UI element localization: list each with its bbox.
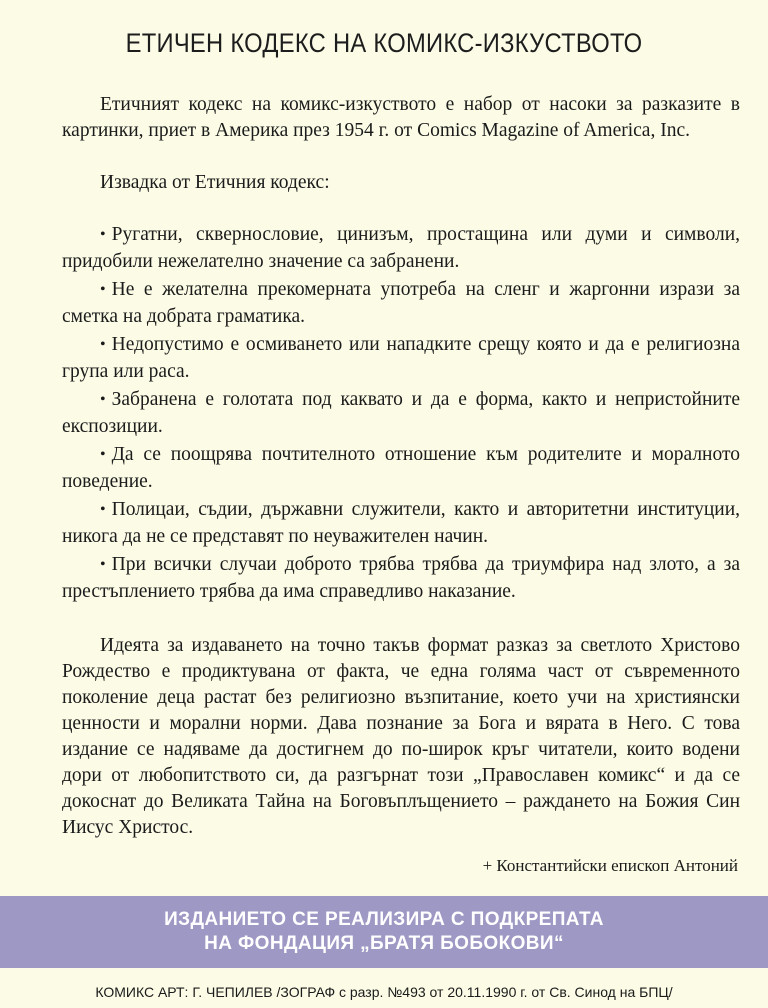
- rule-text: Полицаи, съдии, държавни служители, както и авторитетни институции, никога да не се представят по неуважителен начин.: [62, 499, 740, 547]
- rule-text: Не е желателна прекомерната употреба на сленг и жаргонни изрази за сметка на добрата граматика.: [62, 279, 740, 327]
- list-item: [62, 277, 740, 330]
- list-item: [62, 332, 740, 385]
- rule-text: Забранена е голотата под каквато и да е форма, както и непристойните експозиции.: [62, 389, 740, 437]
- support-line-1: ИЗДАНИЕТО СЕ РЕАЛИЗИРА С ПОДКРЕПАТА: [164, 909, 604, 930]
- bullet-icon: •: [100, 501, 106, 518]
- closing-paragraph: Идеята за издаването на точно такъв формат разказ за светлото Христово Рождество е продиктувана от факта, че една голяма част от съвременното поколение деца растат без религиозно възпитание, което учи на християнски ценности и морални норми. Дава познание за Бога и вярата в Него. С това издание се надяваме да достигнем до по-широк кръг читатели, които водени дори от любопитството си, да разгърнат този „Православен комикс“ и да се докоснат до Великата Тайна на Боговъплъщението – раждането на Божия Син Иисус Христос.: [62, 635, 740, 838]
- bullet-icon: •: [100, 391, 106, 408]
- page-title: ЕТИЧЕН КОДЕКС НА КОМИКС-ИЗКУСТВОТО: [125, 28, 643, 58]
- rule-text: При всички случаи доброто трябва трябва да триумфира над злото, а за престъплението трябва да има справедливо наказание.: [62, 554, 740, 602]
- spacer: [62, 144, 740, 170]
- support-band: [0, 896, 768, 968]
- intro-paragraph: Етичният кодекс на комикс-изкуството е набор от насоки за разказите в картинки, приет в Америка през 1954 г. от Comics Magazine of America, Inc.: [62, 94, 740, 141]
- signature: + Константийски епископ Антоний: [482, 856, 738, 875]
- rule-text: Недопустимо е осмиването или нападките срещу която и да е религиозна група или раса.: [62, 334, 740, 382]
- list-item: [62, 497, 740, 550]
- footer-credits: КОМИКС АРТ: Г. ЧЕПИЛЕВ /ЗОГРАФ с разр. №493 от 20.11.1990 г. от Св. Синод на БПЦ/: [95, 984, 673, 1000]
- bullet-icon: •: [100, 281, 106, 298]
- bullet-icon: •: [100, 226, 106, 243]
- list-item: [62, 442, 740, 495]
- rule-text: Да се поощрява почтителното отношение към родителите и моралното поведение.: [62, 444, 740, 492]
- bullet-icon: •: [100, 336, 106, 353]
- list-item: [62, 387, 740, 440]
- support-line-2: НА ФОНДАЦИЯ „БРАТЯ БОБОКОВИ“: [204, 933, 564, 954]
- rules-list: [62, 222, 740, 605]
- bullet-icon: •: [100, 446, 106, 463]
- spacer: [62, 607, 740, 633]
- document-body: [62, 92, 740, 841]
- excerpt-heading: Извадка от Етичния кодекс:: [100, 172, 330, 193]
- list-item: [62, 552, 740, 605]
- rule-text: Ругатни, сквернословие, цинизъм, простащина или думи и символи, придобили нежелателно значение са забранени.: [62, 224, 740, 272]
- list-item: [62, 222, 740, 275]
- spacer: [62, 196, 740, 222]
- bullet-icon: •: [100, 556, 106, 573]
